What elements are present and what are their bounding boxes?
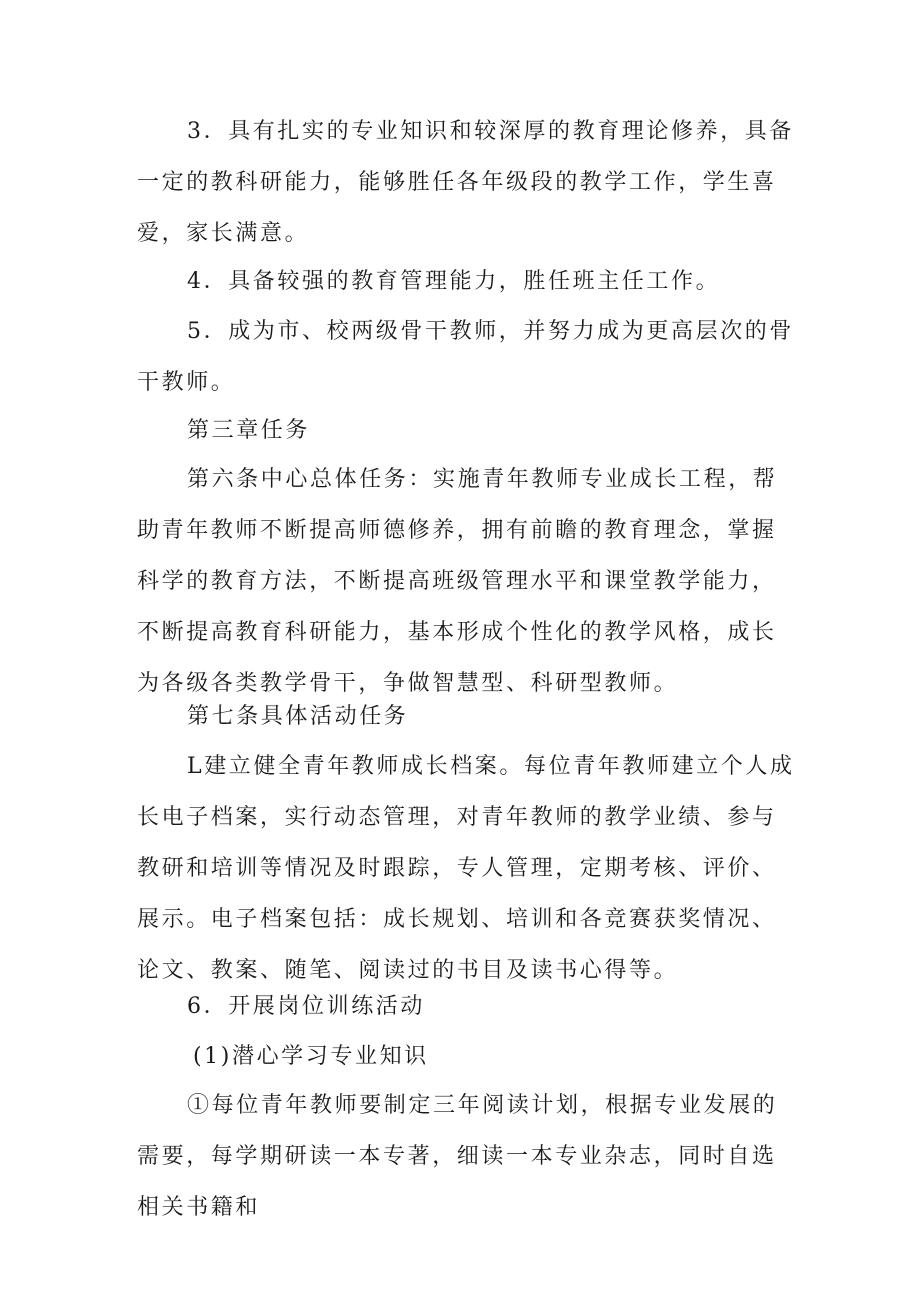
paragraph-reading-plan: ①每位青年教师要制定三年阅读计划，根据专业发展的需要，每学期研读一本专著，细读一本专业杂志，同时自选相关书籍和 [137,1093,778,1220]
paragraph-goal-5: 5．成为市、校两级骨干教师，并努力成为更高层次的骨干教师。 [137,319,794,395]
paragraph-task-6: 6．开展岗位训练活动 [187,994,425,1019]
paragraph-goal-4: 4．具备较强的教育管理能力，胜任班主任工作。 [187,269,721,294]
paragraph-goal-3: 3．具有扎实的专业知识和较深厚的教育理论修养，具备一定的教科研能力，能够胜任各年级段的教学工作，学生喜爱，家长满意。 [137,119,794,246]
chapter-heading: 第三章任务 [187,418,311,443]
paragraph-article-6: 第六条中心总体任务：实施青年教师专业成长工程，帮助青年教师不断提高师德修养，拥有前瞻的教育理念，掌握科学的教育方法，不断提高班级管理水平和课堂教学能力，不断提高教育科研能力，基本形成个性化的教学风格，成长为各级各类教学骨干，争做智慧型、科研型教师。 [137,467,778,696]
article-7-heading: 第七条具体活动任务 [187,704,409,729]
subheading-study: (1)潜心学习专业知识 [193,1044,429,1069]
paragraph-task-1: L建立健全青年教师成长档案。每位青年教师建立个人成长电子档案，实行动态管理，对青年教师的教学业绩、参与教研和培训等情况及时跟踪，专人管理，定期考核、评价、展示。电子档案包括：成长规划、培训和各竞赛获奖情况、论文、教案、随笔、阅读过的书目及读书心得等。 [137,754,795,983]
